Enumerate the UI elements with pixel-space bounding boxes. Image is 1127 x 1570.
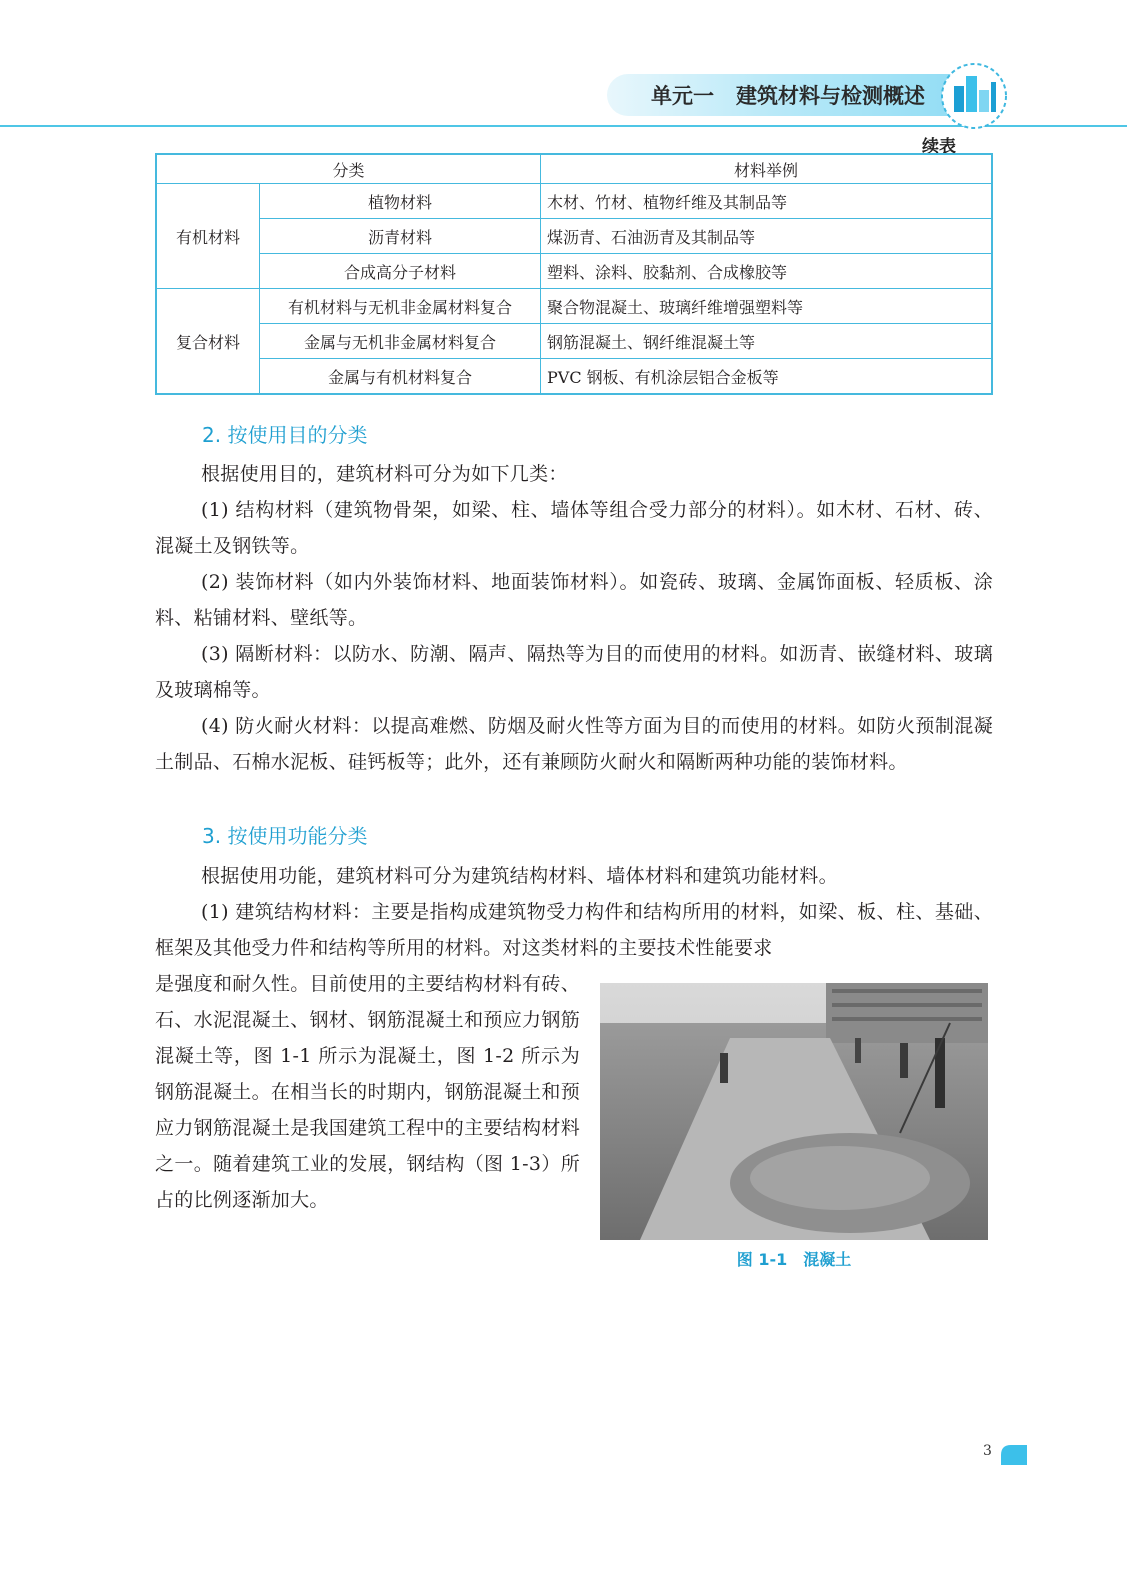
page-corner-icon: [997, 1441, 1027, 1465]
paragraph-wrap: 是强度和耐久性。目前使用的主要结构材料有砖、石、水泥混凝土、钢材、钢筋混凝土和预应力钢筋混凝土等，图 1-1 所示为混凝土，图 1-2 所示为钢筋混凝土。在相当长的时期内，钢筋混凝土和预应力钢筋混凝土是我国建筑工程中的主要结构材料之一。随着建筑工业的发展，钢结构（图 1-3）所占的比例逐渐加大。: [155, 973, 580, 1211]
paragraph: (1) 建筑结构材料：主要是指构成建筑物受力构件和结构所用的材料，如梁、板、柱、基础、框架及其他受力件和结构等所用的材料。对这类材料的主要技术性能要求: [155, 901, 993, 959]
example-cell: 钢筋混凝土、钢纤维混凝土等: [541, 324, 993, 359]
section-heading: 2. 按使用目的分类: [202, 423, 368, 447]
table-row: [156, 324, 992, 359]
table-row: [156, 359, 992, 395]
paragraph: (3) 隔断材料：以防水、防潮、隔声、隔热等为目的而使用的材料。如沥青、嵌缝材料、玻璃及玻璃棉等。: [155, 643, 993, 701]
page-number: 3: [983, 1443, 992, 1459]
subcategory-cell: 金属与无机非金属材料复合: [260, 324, 541, 359]
building-icon: [940, 62, 1008, 130]
subcategory-cell: 植物材料: [260, 184, 541, 219]
paragraph: (2) 装饰材料（如内外装饰材料、地面装饰材料）。如瓷砖、玻璃、金属饰面板、轻质板、涂料、粘铺材料、壁纸等。: [155, 571, 993, 629]
table-row: [156, 289, 992, 324]
section-intro: 根据使用目的，建筑材料可分为如下几类：: [201, 463, 568, 485]
continued-label: 续表: [922, 137, 956, 157]
unit-name: 建筑材料与检测概述: [736, 84, 925, 108]
table-row: [156, 184, 992, 219]
example-cell: PVC 钢板、有机涂层铝合金板等: [541, 359, 993, 395]
example-cell: 煤沥青、石油沥青及其制品等: [541, 219, 993, 254]
unit-number: 单元一: [651, 84, 714, 108]
example-cell: 木材、竹材、植物纤维及其制品等: [541, 184, 993, 219]
subcategory-cell: 沥青材料: [260, 219, 541, 254]
header-category: 分类: [156, 154, 541, 184]
category-cell: 复合材料: [156, 289, 260, 395]
section-heading: 3. 按使用功能分类: [202, 824, 368, 848]
example-cell: 聚合物混凝土、玻璃纤维增强塑料等: [541, 289, 993, 324]
unit-title: [651, 82, 925, 110]
subcategory-cell: 合成高分子材料: [260, 254, 541, 289]
header-examples: 材料举例: [541, 154, 993, 184]
subcategory-cell: 有机材料与无机非金属材料复合: [260, 289, 541, 324]
paragraph: (4) 防火耐火材料：以提高难燃、防烟及耐火性等方面为目的而使用的材料。如防火预制混凝土制品、石棉水泥板、硅钙板等；此外，还有兼顾防火耐火和隔断两种功能的装饰材料。: [155, 715, 993, 773]
table-row: [156, 219, 992, 254]
subcategory-cell: 金属与有机材料复合: [260, 359, 541, 395]
classification-table: [155, 153, 993, 395]
example-cell: 塑料、涂料、胶黏剂、合成橡胶等: [541, 254, 993, 289]
figure-caption: 图 1-1 混凝土: [736, 1250, 852, 1269]
category-cell: 有机材料: [156, 184, 260, 289]
table-header-row: [156, 154, 992, 184]
paragraph: (1) 结构材料（建筑物骨架，如梁、柱、墙体等组合受力部分的材料）。如木材、石材、砖、混凝土及钢铁等。: [155, 499, 993, 557]
table-row: [156, 254, 992, 289]
section-intro: 根据使用功能，建筑材料可分为建筑结构材料、墙体材料和建筑功能材料。: [201, 865, 838, 887]
concrete-photo: [600, 983, 988, 1240]
